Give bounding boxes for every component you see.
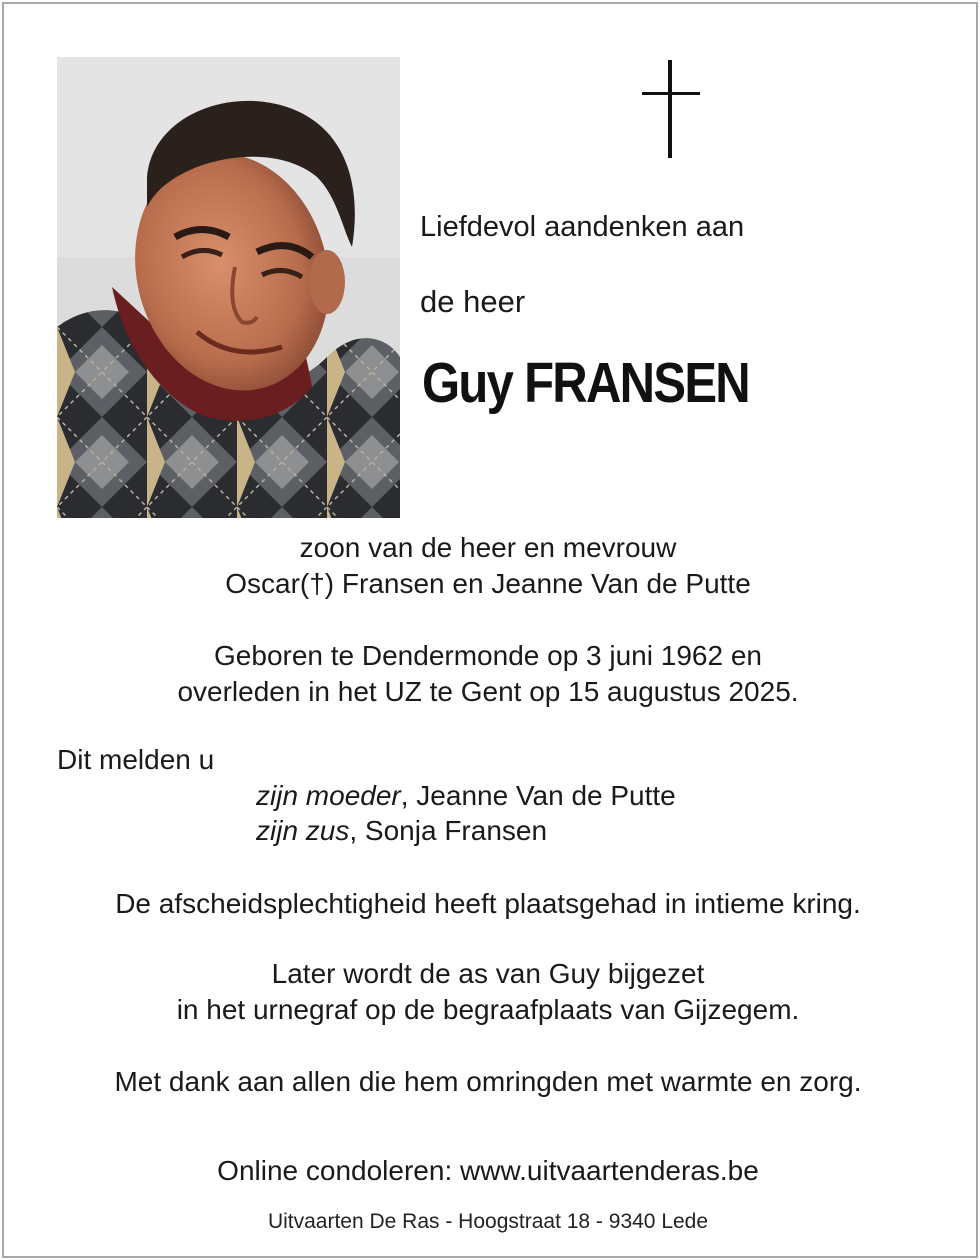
birth-line: Geboren te Dendermonde op 3 juni 1962 en: [214, 640, 762, 671]
deceased-name: Guy FRANSEN: [422, 351, 749, 415]
announcement-intro: Dit melden u: [57, 744, 215, 775]
relative-relation: zijn moeder: [256, 780, 401, 811]
burial-line-1: Later wordt de as van Guy bijgezet: [271, 958, 705, 989]
portrait-photo: [57, 57, 400, 518]
thanks-text: Met dank aan allen die hem omringden met warmte en zorg.: [114, 1066, 862, 1097]
funeral-home-footer: Uitvaarten De Ras - Hoogstraat 18 - 9340 Lede: [267, 1210, 709, 1233]
relative-mother: [256, 780, 676, 812]
cross-icon: [642, 60, 700, 158]
honorific-text: de heer: [420, 284, 526, 319]
intro-text: Liefdevol aandenken aan: [420, 211, 745, 243]
life-dates-block: [0, 638, 976, 710]
parents-line-2: Oscar(†) Fransen en Jeanne Van de Putte: [225, 568, 751, 599]
cross-vertical: [668, 60, 672, 158]
cross-horizontal: [642, 92, 700, 95]
portrait-illustration: [57, 57, 400, 518]
parents-line-1: zoon van de heer en mevrouw: [299, 532, 677, 563]
relative-name: , Sonja Fransen: [349, 815, 548, 846]
relative-sister: [256, 815, 547, 847]
burial-block: [0, 956, 976, 1028]
relative-relation: zijn zus: [256, 815, 350, 846]
burial-line-2: in het urnegraf op de begraafplaats van Gijzegem.: [176, 994, 800, 1025]
ceremony-text: De afscheidsplechtigheid heeft plaatsgehad in intieme kring.: [115, 888, 861, 919]
parents-block: [0, 530, 976, 602]
relative-name: , Jeanne Van de Putte: [400, 780, 676, 811]
online-condolence-link[interactable]: Online condoleren: www.uitvaartenderas.be: [217, 1155, 759, 1186]
death-line: overleden in het UZ te Gent op 15 augustus 2025.: [177, 676, 799, 707]
